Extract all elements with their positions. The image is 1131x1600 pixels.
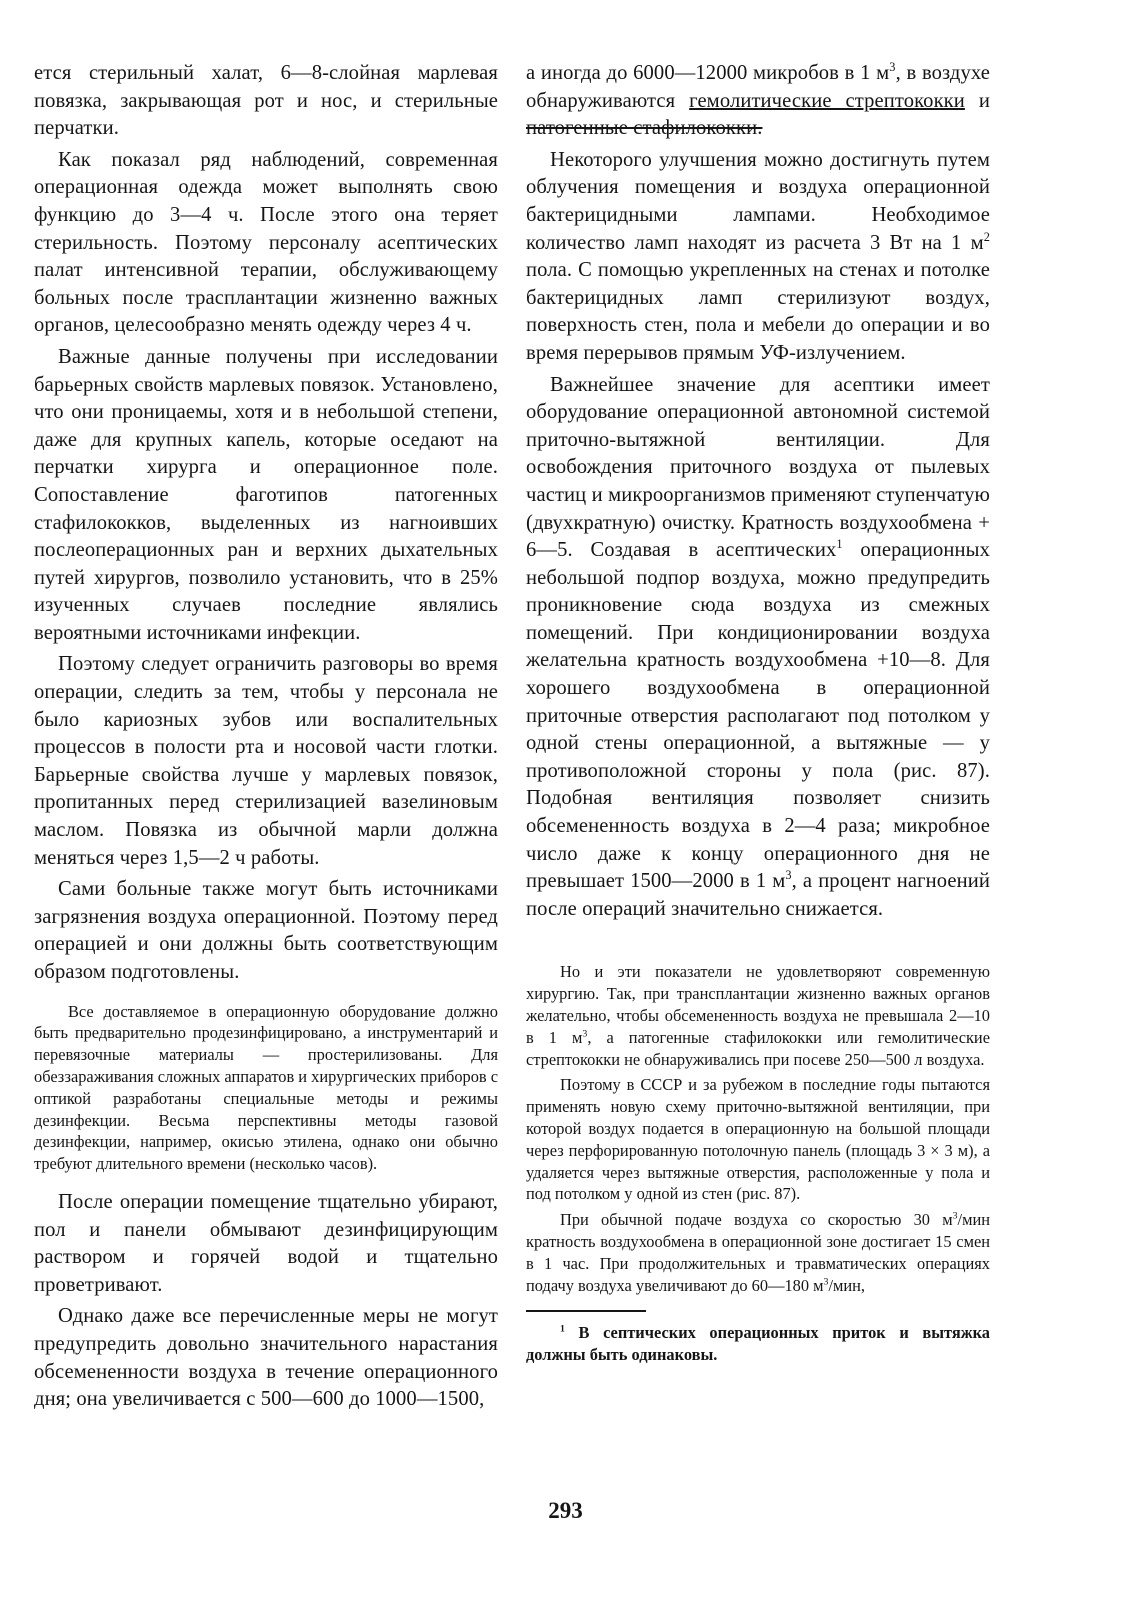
footnote-divider (526, 1310, 646, 1312)
left-column (34, 60, 498, 1414)
paragraph: Как показал ряд наблюдений, современная операционная одежда может выполнять свою функцию до 3—4 ч. После этого она теряет стерильность. Поэтому персоналу асептических палат интенсивной терапии, обслуживающему больных после трасплантации жизненно важных органов, целесообразно менять одежду через 4 ч. (34, 148, 498, 337)
paragraph: а иногда до 6000—12000 микробов в 1 $м^3$, в воздухе обнаруживаются гемолитические стрептококки и патогенные стафилококки. (526, 60, 990, 140)
paragraph: Важные данные получены при исследовании барьерных свойств марлевых повязок. Установлено, что они проницаемы, хотя и в небольшой степени, даже для крупных капель, которые оседают на перчатки хирурга и операционное поле. Сопоставление фаготипов патогенных стафилококков, выделенных из нагноивших послеоперационных ран и верхних дыхательных путей хирургов, позволило установить, что в 25% изученных случаев последние являлись вероятными источниками инфекции. (34, 345, 498, 644)
paragraph: Важнейшее значение для асептики имеет оборудование операционной автономной системой приточно-вытяжной вентиляции. Для освобождения приточного воздуха от пылевых частиц и микроорганизмов применяют ступенчатую (двухкратную) очистку. Кратность воздухообмена + 6—5. Создавая в асептических$^1$ операционных небольшой подпор воздуха, можно предупредить проникновение сюда воздуха из смежных помещений. При кондиционировании воздуха желательна кратность воздухообмена +10—8. Для хорошего воздухообмена в операционной приточные отверстия располагают под потолком у одной стены операционной, а вытяжные — у противоположной стороны у пола (рис. 87). Подобная вентиляция позволяет снизить обсемененность воздуха в 2—4 раза; микробное число даже к концу операционного дня не превышает 1500—2000 в 1 $м^3$, а процент нагноений после операций значительно снижается. (526, 373, 990, 920)
paragraph: Поэтому следует ограничить разговоры во время операции, следить за тем, чтобы у персонала не было кариозных зубов или воспалительных процессов в полости рта и носовой части глотки. Барьерные свойства лучше у марлевых повязок, пропитанных перед стерилизацией вазелиновым маслом. Повязка из обычной марли должна меняться через 1,5—2 ч работы. (34, 653, 498, 869)
footnote-reference: 1 (836, 537, 843, 552)
paragraph: Однако даже все перечисленные меры не могут предупредить довольно значительного нарастания обсемененности воздуха в течение операционного дня; она увеличивается с 500—600 до 1000—1500, (34, 1305, 498, 1411)
footnote: $^1$ В септических операционных приток и вытяжка должны быть одинаковы. (526, 1323, 990, 1365)
paragraph: Некоторого улучшения можно достигнуть путем облучения помещения и воздуха операционной бактерицидными лампами. Необходимое количество ламп находят из расчета 3 Вт на 1 $м^2$ пола. С помощью укрепленных на стенах и потолке бактерицидных ламп стерилизуют воздух, поверхность стен, пола и мебели до операции и во время перерывов прямым УФ-излучением. (526, 148, 990, 364)
paragraph: После операции помещение тщательно убирают, пол и панели обмывают дезинфицирующим раствором и горячей водой и тщательно проветривают. (34, 1190, 498, 1296)
paragraph: ется стерильный халат, 6—8-слойная марлевая повязка, закрывающая рот и нос, и стерильные перчатки. (34, 62, 498, 140)
page-number: 293 (548, 1498, 583, 1523)
handwritten-strikethrough-mark: патогенные стафилококки. (526, 117, 763, 140)
handwritten-underline-mark: гемолитические стрептококки (689, 89, 965, 112)
right-column (526, 60, 990, 1366)
paragraph: Сами больные также могут быть источниками загрязнения воздуха операционной. Поэтому перед операцией и они должны быть соответствующим образом подготовлены. (34, 878, 498, 983)
small-print-paragraph: Все доставляемое в операционную оборудование должно быть предварительно продезинфицировано, а инструментарий и перевязочные материалы — простерилизованы. Для обеззараживания сложных аппаратов и хирургических приборов с оптикой разработаны специальные методы и режимы дезинфекции. Весьма перспективны методы газовой дезинфекции, например, окисью этилена, однако они обычно требуют длительного времени (несколько часов). (34, 1001, 499, 1174)
small-print-paragraph: При обычной подаче воздуха со скоростью 30 $м^3$/мин кратность воздухообмена в операционной зоне достигает 15 смен в 1 час. При продолжительных и травматических операциях подачу воздуха увеличивают до 60—180 $м^3$/мин, (526, 1210, 990, 1295)
small-print-paragraph: Поэтому в СССР и за рубежом в последние годы пытаются применять новую схему приточно-вытяжной вентиляции, при которой воздух подается в операционную на большой площади через перфорированную потолочную панель (площадь 3 × 3 м), а удаляется через вытяжные отверстия, расположенные у пола и под потолком у одной из стен (рис. 87). (526, 1075, 990, 1204)
small-print-paragraph: Но и эти показатели не удовлетворяют современную хирургию. Так, при трансплантации жизненно важных органов желательно, чтобы обсемененность воздуха не превышала 2—10 в 1 $м^3$, а патогенные стафилококки или гемолитические стрептококки не обнаруживались при посеве 250—500 л воздуха. (526, 962, 990, 1069)
